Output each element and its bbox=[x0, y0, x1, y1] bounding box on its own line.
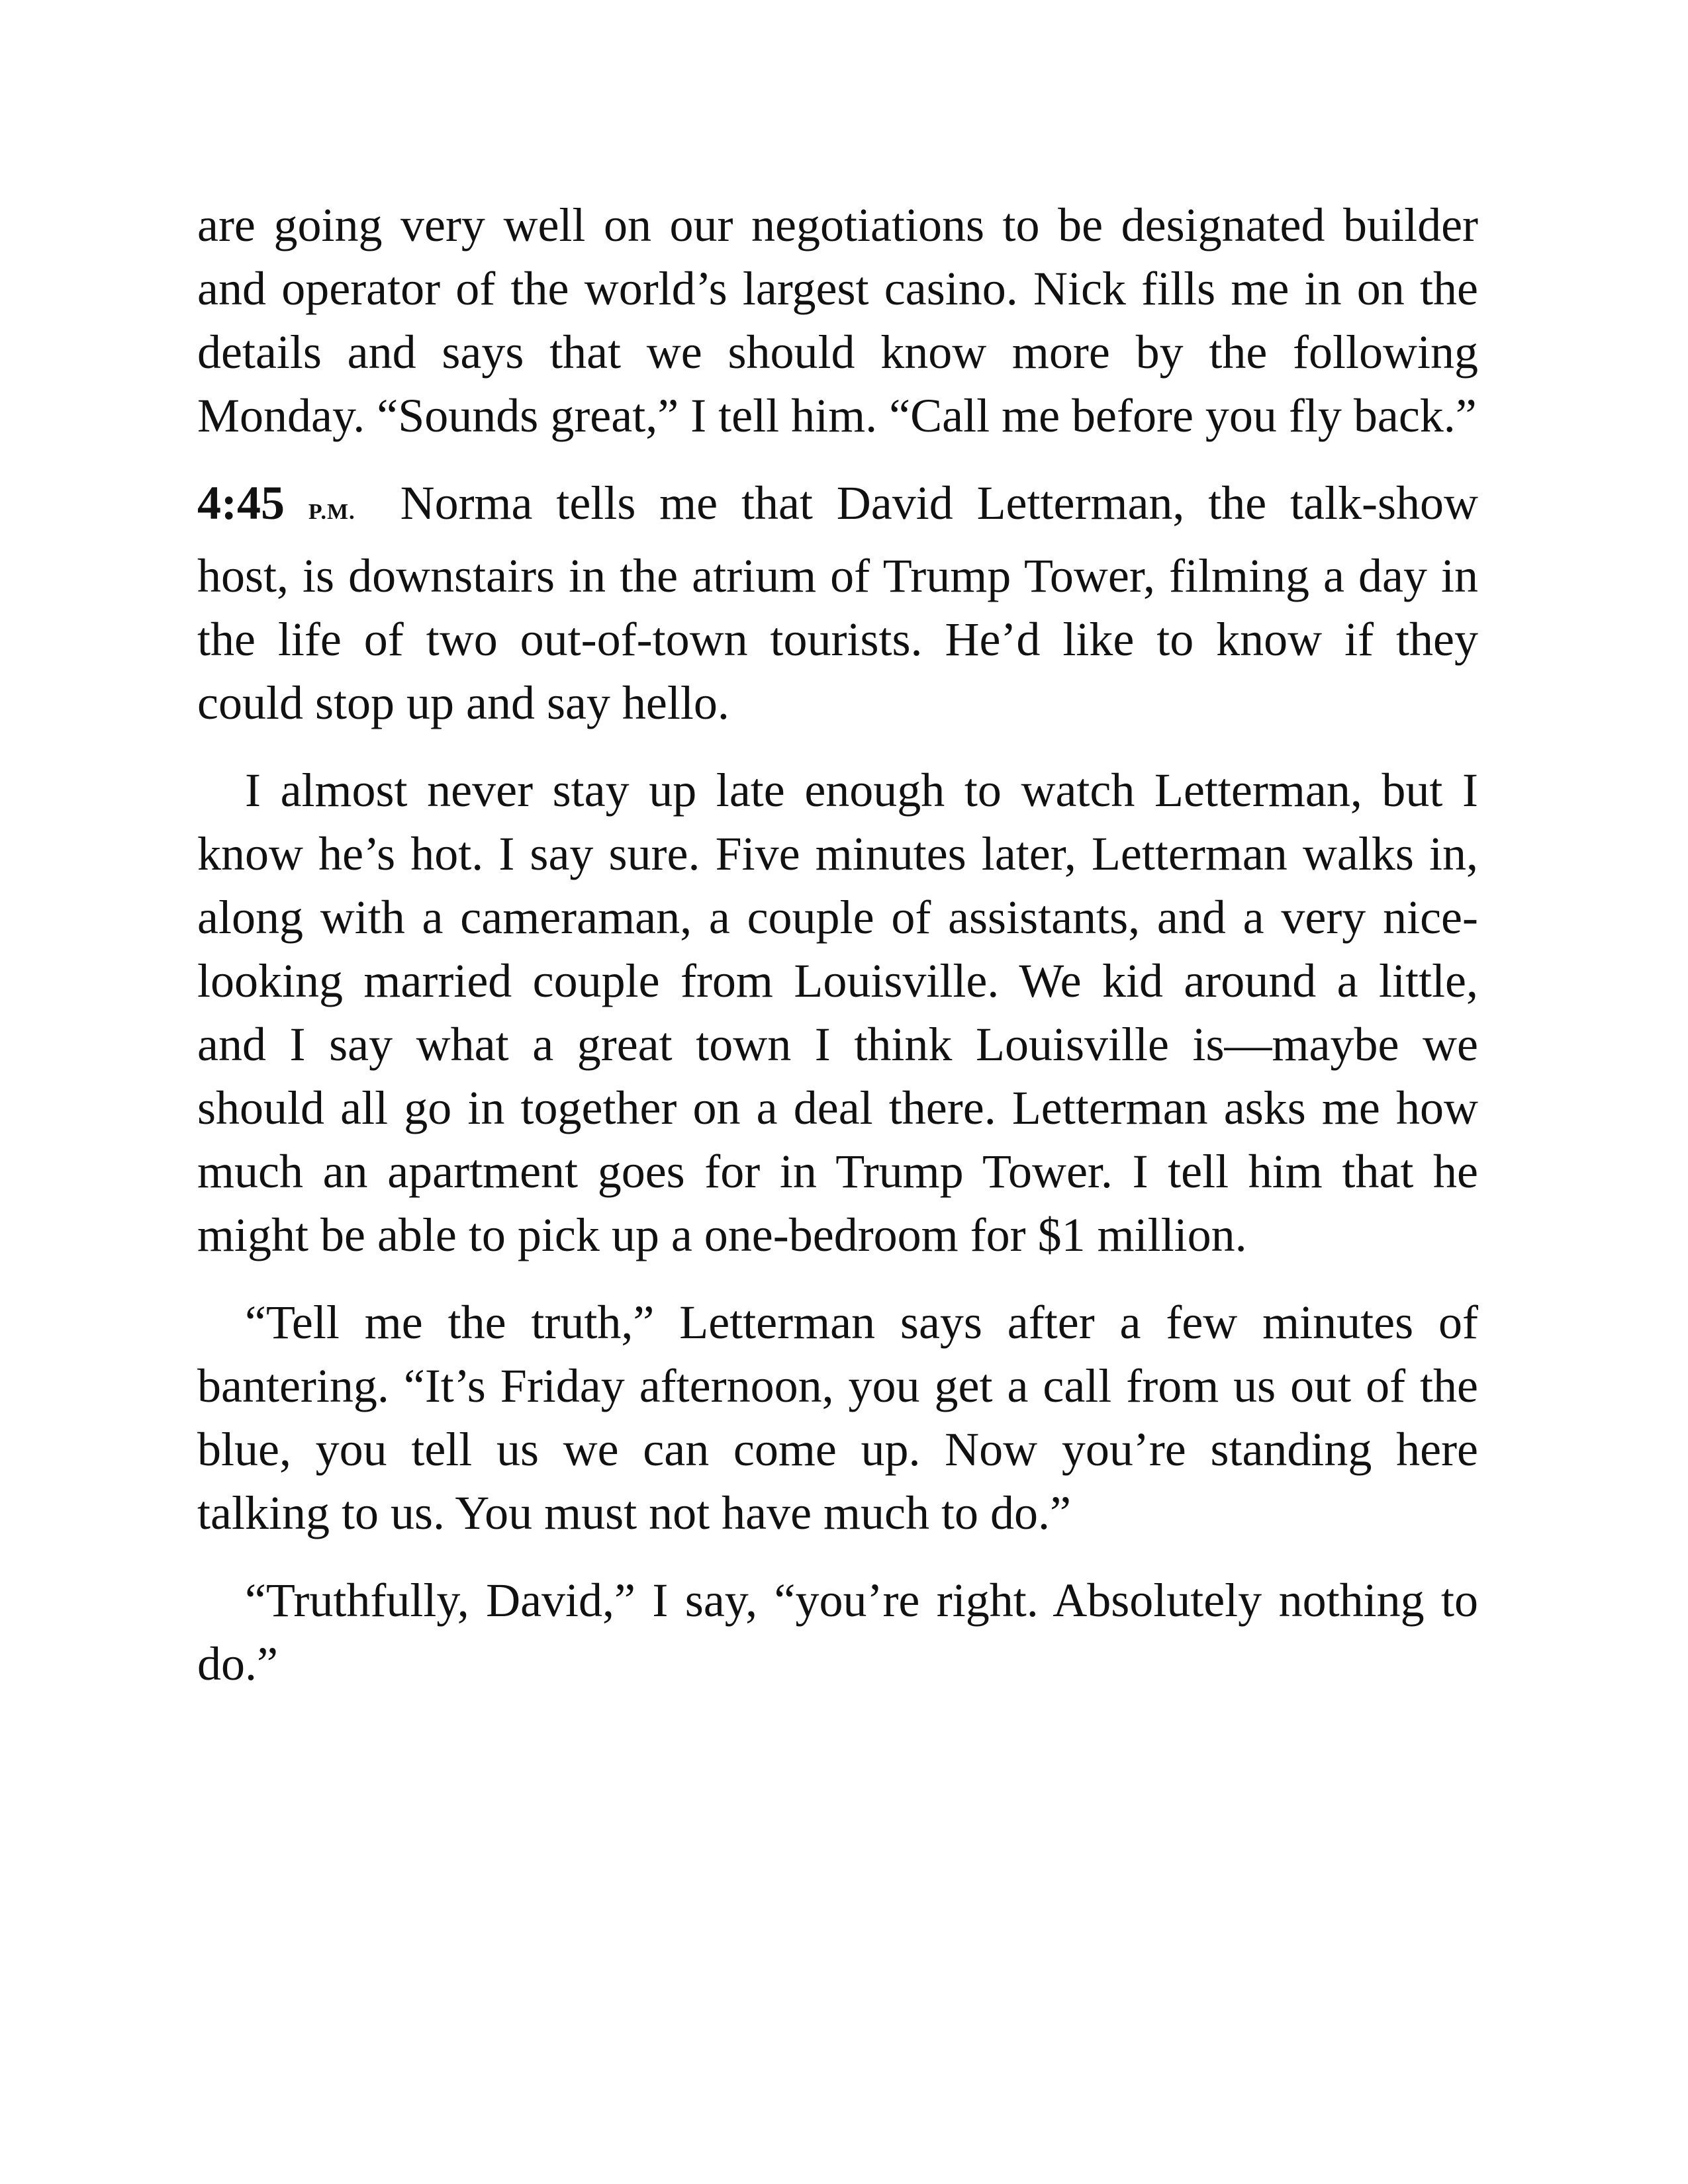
paragraph-time-entry bbox=[197, 471, 1478, 735]
paragraph-text: Norma tells me that David Letterman, the talk-show host, is downstairs in the atrium of Trump Tower, filming a day in the life of two out-of-town tourists. He’d like to know if they could stop up and say hello. bbox=[197, 477, 1479, 729]
time-suffix: P.M. bbox=[308, 500, 355, 524]
book-page bbox=[197, 193, 1478, 1719]
paragraph-letterman-visit: I almost never stay up late enough to watch Letterman, but I know he’s hot. I say sure. Five minutes later, Letterman walks in, along with a cameraman, a couple of assistants, and a very nice-looking married couple from Louisville. We kid around a little, and I say what a great town I think Louisville is—maybe we should all go in together on a deal there. Letterman asks me how much an apartment goes for in Trump Tower. I tell him that he might be able to pick up a one-bedroom for $1 million. bbox=[197, 764, 1478, 1261]
paragraph-reply: “Truthfully, David,” I say, “you’re right. Absolutely nothing to do.” bbox=[197, 1574, 1478, 1690]
paragraph-letterman-quote: “Tell me the truth,” Letterman says after a few minutes of bantering. “It’s Friday afternoon, you get a call from us out of the blue, you tell us we can come up. Now you’re standing here talking to us. You must not have much to do.” bbox=[197, 1296, 1478, 1539]
time-label: 4:45 bbox=[197, 477, 285, 529]
paragraph-continuation: are going very well on our negotiations to be designated builder and operator of the world’s largest casino. Nick fills me in on the details and says that we should know more by the following Monday. “Sounds great,” I tell him. “Call me before you fly back.” bbox=[197, 199, 1478, 442]
